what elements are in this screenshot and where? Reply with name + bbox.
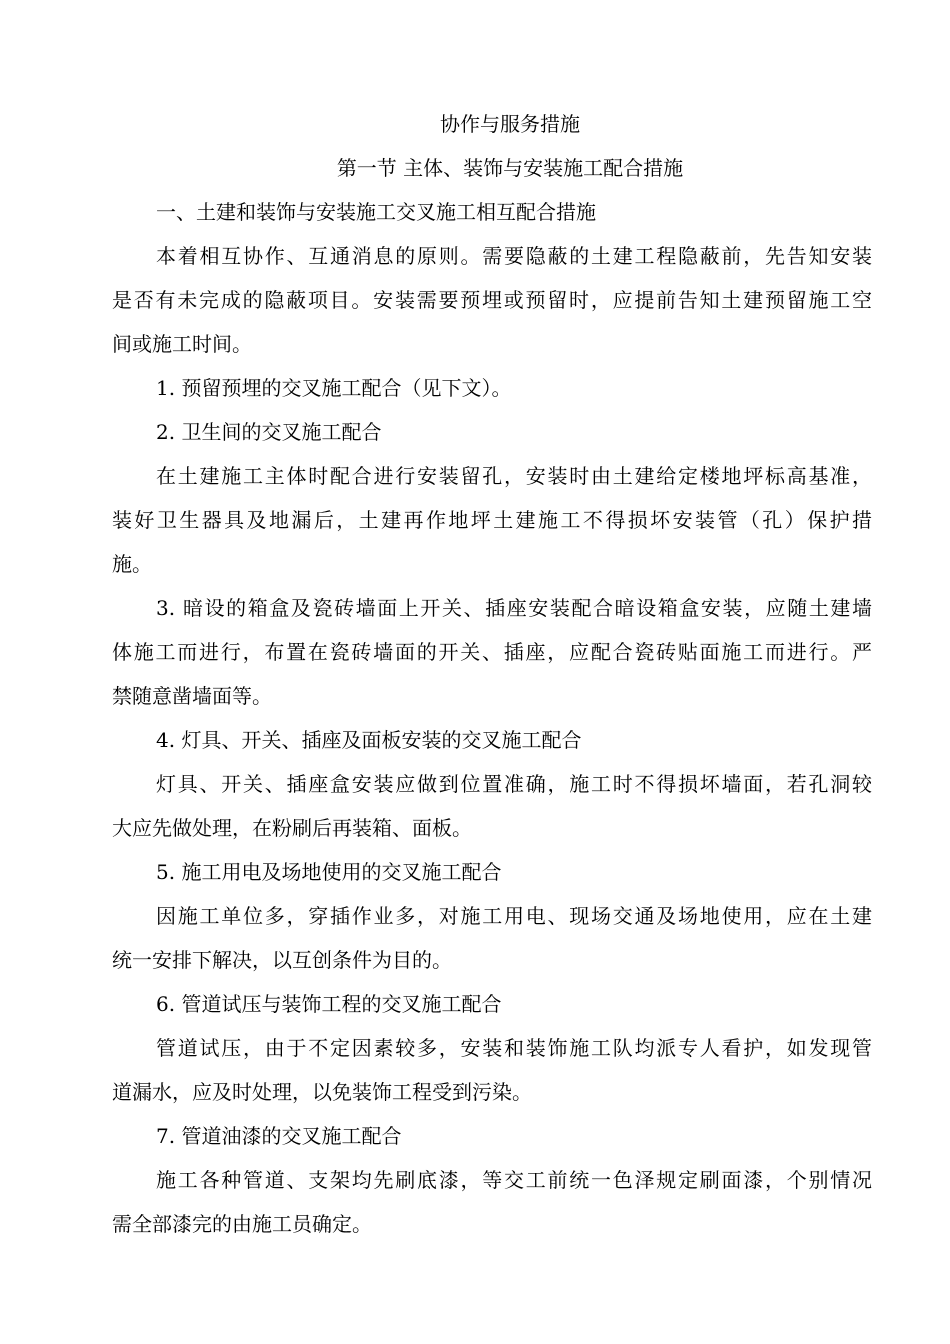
paragraph-line: 装好卫生器具及地漏后，土建再作地坪土建施工不得损坏安装管（孔）保护措	[112, 508, 872, 532]
paragraph-line: 灯具、开关、插座盒安装应做到位置准确，施工时不得损坏墙面，若孔洞较	[156, 772, 872, 796]
item-heading-6: 6. 管道试压与装饰工程的交叉施工配合	[156, 992, 502, 1016]
subsection-heading: 一、土建和装饰与安装施工交叉施工相互配合措施	[156, 200, 596, 224]
paragraph-line: 大应先做处理，在粉刷后再装箱、面板。	[112, 816, 472, 840]
item-heading-2: 2. 卫生间的交叉施工配合	[156, 420, 382, 444]
item-heading-1: 1. 预留预埋的交叉施工配合（见下文）。	[156, 376, 512, 400]
item-heading-4: 4. 灯具、开关、插座及面板安装的交叉施工配合	[156, 728, 582, 752]
item-heading-7: 7. 管道油漆的交叉施工配合	[156, 1124, 402, 1148]
document-body	[112, 102, 872, 1246]
item-heading-3: 3. 暗设的箱盒及瓷砖墙面上开关、插座安装配合暗设箱盒安装，应随土建墙	[156, 596, 872, 620]
paragraph-line: 本着相互协作、互通消息的原则。需要隐蔽的土建工程隐蔽前，先告知安装	[156, 244, 872, 268]
paragraph-line: 需全部漆完的由施工员确定。	[112, 1212, 372, 1236]
paragraph-line: 在土建施工主体时配合进行安装留孔，安装时由土建给定楼地坪标高基准，	[156, 464, 872, 488]
paragraph-line: 是否有未完成的隐蔽项目。安装需要预埋或预留时，应提前告知土建预留施工空	[112, 288, 872, 312]
paragraph-line: 禁随意凿墙面等。	[112, 684, 272, 708]
paragraph-line: 管道试压，由于不定因素较多，安装和装饰施工队均派专人看护，如发现管	[156, 1036, 872, 1060]
section-heading: 第一节 主体、装饰与安装施工配合措施	[336, 156, 684, 180]
document-title: 协作与服务措施	[440, 112, 580, 136]
paragraph-line: 统一安排下解决，以互创条件为目的。	[112, 948, 452, 972]
paragraph-line: 施。	[112, 552, 152, 576]
paragraph-line: 道漏水，应及时处理，以免装饰工程受到污染。	[112, 1080, 532, 1104]
paragraph-line: 因施工单位多，穿插作业多，对施工用电、现场交通及场地使用，应在土建	[156, 904, 872, 928]
paragraph-line: 施工各种管道、支架均先刷底漆，等交工前统一色泽规定刷面漆，个别情况	[156, 1168, 872, 1192]
item-heading-5: 5. 施工用电及场地使用的交叉施工配合	[156, 860, 502, 884]
paragraph-line: 体施工而进行，布置在瓷砖墙面的开关、插座，应配合瓷砖贴面施工而进行。严	[112, 640, 872, 664]
paragraph-line: 间或施工时间。	[112, 332, 252, 356]
